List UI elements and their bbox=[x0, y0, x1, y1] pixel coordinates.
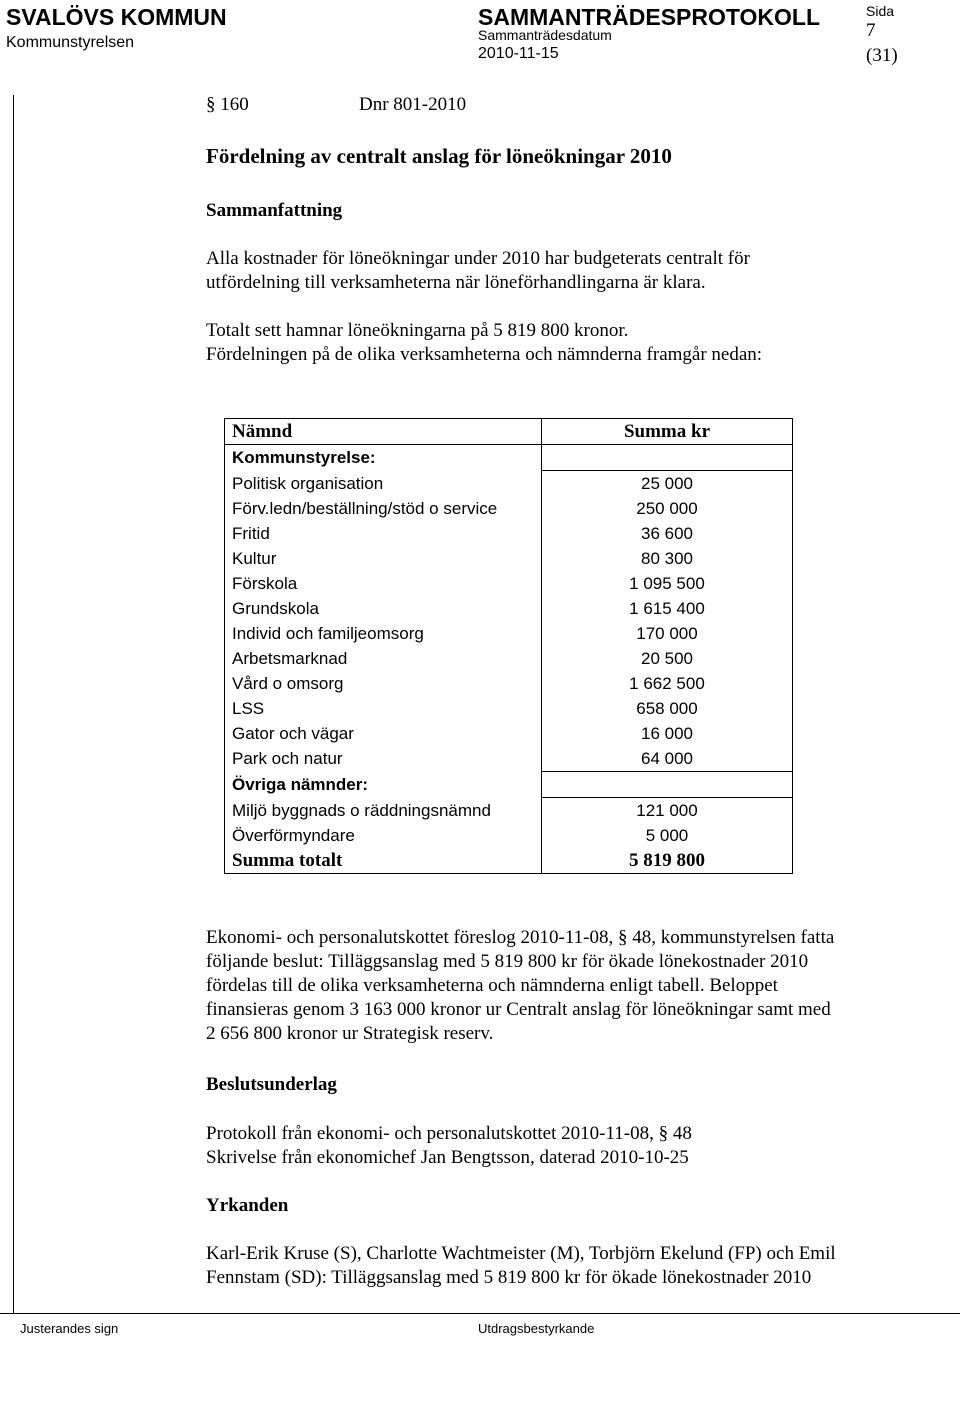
row-amount: 250 000 bbox=[636, 499, 698, 518]
table-row bbox=[225, 521, 793, 546]
row-amount: 64 000 bbox=[641, 749, 693, 768]
row-name: Park och natur bbox=[225, 746, 542, 772]
table-row bbox=[225, 596, 793, 621]
header-name: Nämnd bbox=[225, 419, 542, 445]
section-label: Övriga nämnder: bbox=[225, 772, 542, 798]
section-row bbox=[225, 772, 793, 798]
row-name: Vård o omsorg bbox=[225, 671, 542, 696]
row-name: Miljö byggnads o räddningsnämnd bbox=[225, 798, 542, 824]
row-name: Förskola bbox=[225, 571, 542, 596]
text-line: följande beslut: Tilläggsanslag med 5 819 800 kr för ökade lönekostnader 2010 bbox=[206, 951, 809, 972]
document-type: SAMMANTRÄDESPROTOKOLL bbox=[478, 4, 821, 30]
row-amount: 20 500 bbox=[641, 649, 693, 668]
section-row bbox=[225, 445, 793, 471]
table-row bbox=[225, 646, 793, 671]
text-line: 2 656 800 kronor ur Strategisk reserv. bbox=[206, 1023, 494, 1044]
table-row bbox=[225, 671, 793, 696]
row-amount: 1 615 400 bbox=[629, 599, 705, 618]
table-row bbox=[225, 546, 793, 571]
row-amount: 80 300 bbox=[641, 549, 693, 568]
page-number: 7 bbox=[866, 20, 876, 41]
summary-paragraph-1 bbox=[206, 247, 846, 295]
section-number: § 160 bbox=[206, 94, 249, 115]
table-row bbox=[225, 721, 793, 746]
page-total: (31) bbox=[866, 45, 898, 66]
municipality-name: SVALÖVS KOMMUN bbox=[6, 4, 227, 30]
row-name: LSS bbox=[225, 696, 542, 721]
text-line: fördelas till de olika verksamheterna och nämnderna enligt tabell. Beloppet bbox=[206, 975, 778, 996]
row-amount: 121 000 bbox=[636, 801, 698, 820]
row-name: Grundskola bbox=[225, 596, 542, 621]
distribution-table bbox=[224, 418, 793, 874]
motions-paragraph bbox=[206, 1242, 926, 1290]
text-line: Karl-Erik Kruse (S), Charlotte Wachtmeister (M), Torbjörn Ekelund (FP) och Emil bbox=[206, 1243, 836, 1264]
row-amount: 25 000 bbox=[641, 474, 693, 493]
footer-initials-label: Justerandes sign bbox=[20, 1321, 119, 1336]
section-empty bbox=[542, 445, 793, 471]
row-amount: 1 662 500 bbox=[629, 674, 705, 693]
basis-list bbox=[206, 1122, 926, 1170]
case-line bbox=[206, 93, 467, 117]
table-row bbox=[225, 746, 793, 772]
text-line: finansieras genom 3 163 000 kronor ur Centralt anslag för löneökningar samt med bbox=[206, 999, 831, 1020]
table-row bbox=[225, 798, 793, 824]
table-total-row bbox=[225, 848, 793, 874]
footer-certification-label: Utdragsbestyrkande bbox=[478, 1321, 595, 1336]
basis-item: Skrivelse från ekonomichef Jan Bengtsson, daterad 2010-10-25 bbox=[206, 1147, 689, 1168]
diary-number: Dnr 801-2010 bbox=[359, 94, 467, 115]
summary-paragraph-2 bbox=[206, 319, 846, 367]
case-title: Fördelning av centralt anslag för löneökningar 2010 bbox=[206, 144, 672, 168]
table-row bbox=[225, 571, 793, 596]
total-label: Summa totalt bbox=[225, 848, 542, 874]
text-line: Fennstam (SD): Tilläggsanslag med 5 819 800 kr för ökade lönekostnader 2010 bbox=[206, 1267, 812, 1288]
row-name: Fritid bbox=[225, 521, 542, 546]
row-name: Kultur bbox=[225, 546, 542, 571]
table-header-row bbox=[225, 419, 793, 445]
row-amount: 36 600 bbox=[641, 524, 693, 543]
total-amount: 5 819 800 bbox=[629, 850, 705, 871]
basis-heading: Beslutsunderlag bbox=[206, 1074, 337, 1095]
text-line: Alla kostnader för löneökningar under 2010 har budgeterats centralt för bbox=[206, 248, 750, 269]
table-row bbox=[225, 621, 793, 646]
table-row bbox=[225, 696, 793, 721]
row-amount: 658 000 bbox=[636, 699, 698, 718]
row-amount: 16 000 bbox=[641, 724, 693, 743]
row-amount: 170 000 bbox=[636, 624, 698, 643]
meeting-date-label: Sammanträdesdatum bbox=[478, 27, 612, 43]
margin-divider bbox=[13, 95, 14, 1313]
basis-item: Protokoll från ekonomi- och personalutskottet 2010-11-08, § 48 bbox=[206, 1123, 692, 1144]
row-amount: 5 000 bbox=[645, 826, 689, 845]
row-name: Förv.ledn/beställning/stöd o service bbox=[225, 496, 542, 521]
footer-divider bbox=[0, 1313, 960, 1314]
board-name: Kommunstyrelsen bbox=[6, 34, 135, 51]
page-label: Sida bbox=[866, 3, 895, 19]
text-line: utfördelning till verksamheterna när löneförhandlingarna är klara. bbox=[206, 272, 706, 293]
row-name: Gator och vägar bbox=[225, 721, 542, 746]
row-name: Individ och familjeomsorg bbox=[225, 621, 542, 646]
summary-heading: Sammanfattning bbox=[206, 200, 343, 221]
row-name: Överförmyndare bbox=[225, 823, 542, 848]
table-row bbox=[225, 496, 793, 521]
text-line: Totalt sett hamnar löneökningarna på 5 819 800 kronor. bbox=[206, 320, 629, 341]
table-row bbox=[225, 471, 793, 497]
text-line: Ekonomi- och personalutskottet föreslog 2010-11-08, § 48, kommunstyrelsen fatta bbox=[206, 927, 835, 948]
decision-paragraph bbox=[206, 926, 926, 1046]
section-label: Kommunstyrelse: bbox=[225, 445, 542, 471]
row-name: Politisk organisation bbox=[225, 471, 542, 497]
row-amount: 1 095 500 bbox=[629, 574, 705, 593]
meeting-date: 2010-11-15 bbox=[478, 45, 559, 62]
row-name: Arbetsmarknad bbox=[225, 646, 542, 671]
text-line: Fördelningen på de olika verksamheterna och nämnderna framgår nedan: bbox=[206, 344, 763, 365]
table-row bbox=[225, 823, 793, 848]
motions-heading: Yrkanden bbox=[206, 1195, 289, 1216]
header-sum: Summa kr bbox=[542, 419, 793, 445]
section-empty bbox=[542, 772, 793, 798]
